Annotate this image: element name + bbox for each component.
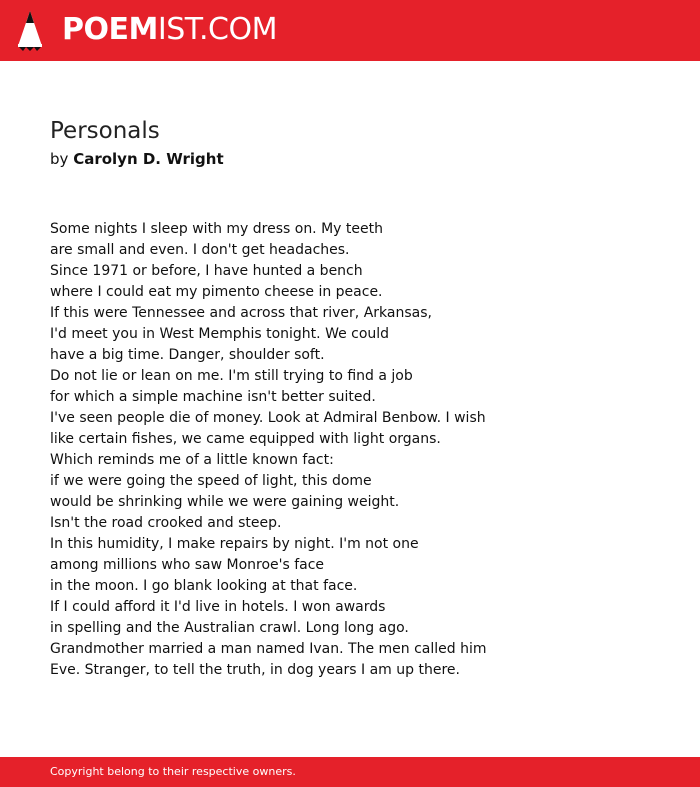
logo-light-text: IST.COM	[157, 12, 277, 47]
poem-line: if we were going the speed of light, this dome	[50, 473, 372, 489]
poem-line: Which reminds me of a little known fact:	[50, 452, 334, 468]
poem-line: are small and even. I don't get headaches.	[50, 242, 350, 258]
pencil-icon	[17, 10, 43, 52]
poem-line: in the moon. I go blank looking at that face.	[50, 578, 358, 594]
poem-line: Since 1971 or before, I have hunted a bench	[50, 263, 363, 279]
poem-line: where I could eat my pimento cheese in peace.	[50, 284, 383, 300]
poem-line: Isn't the road crooked and steep.	[50, 515, 282, 531]
byline	[50, 149, 224, 169]
poem-line: would be shrinking while we were gaining weight.	[50, 494, 400, 510]
poem-line: I've seen people die of money. Look at Admiral Benbow. I wish	[50, 410, 486, 426]
poem-line: I'd meet you in West Memphis tonight. We could	[50, 326, 390, 342]
poem-title: Personals	[50, 118, 160, 144]
poem-line: Grandmother married a man named Ivan. The men called him	[50, 641, 487, 657]
by-label: by	[50, 150, 69, 168]
copyright-text: Copyright belong to their respective owners.	[50, 765, 296, 778]
poem-line: in spelling and the Australian crawl. Long long ago.	[50, 620, 409, 636]
poem-line: Eve. Stranger, to tell the truth, in dog years I am up there.	[50, 662, 460, 678]
poem-line: Some nights I sleep with my dress on. My teeth	[50, 221, 383, 237]
site-header	[0, 0, 700, 61]
poem-line: If this were Tennessee and across that river, Arkansas,	[50, 305, 432, 321]
poem-line: Do not lie or lean on me. I'm still trying to find a job	[50, 368, 413, 384]
site-logo-link[interactable]	[62, 12, 277, 48]
site-footer	[0, 757, 700, 787]
logo-bold-text: POEM	[62, 12, 158, 47]
poem-line: In this humidity, I make repairs by night. I'm not one	[50, 536, 419, 552]
poem-line: have a big time. Danger, shoulder soft.	[50, 347, 325, 363]
poem-body	[50, 219, 487, 681]
author-name: Carolyn D. Wright	[73, 150, 224, 168]
poem-line: among millions who saw Monroe's face	[50, 557, 325, 573]
poem-line: like certain fishes, we came equipped with light organs.	[50, 431, 441, 447]
poem-line: If I could afford it I'd live in hotels. I won awards	[50, 599, 386, 615]
poem-line: for which a simple machine isn't better suited.	[50, 389, 376, 405]
